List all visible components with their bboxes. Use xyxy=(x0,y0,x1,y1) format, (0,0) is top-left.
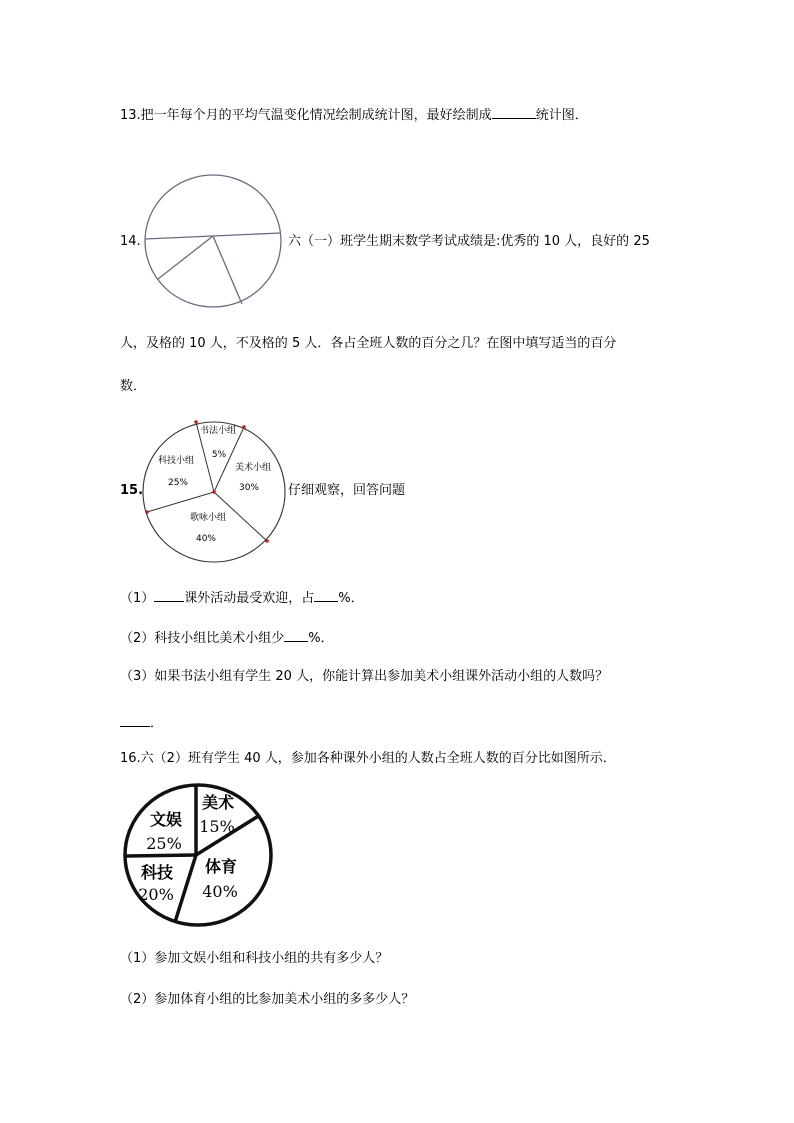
q16-line-bottom xyxy=(175,855,196,922)
q15-sub1-middle: 课外活动最受欢迎，占 xyxy=(184,591,315,606)
q15-slice-value: 30% xyxy=(238,483,260,493)
q16-slice-label: 文娱 xyxy=(149,810,183,829)
q16-slice-label: 科技 xyxy=(140,863,174,882)
q16-line-left xyxy=(125,855,196,856)
q15-sub3: （3）如果书法小组有学生 20 人，你能计算出参加美术小组课外活动小组的人数吗？ xyxy=(120,669,609,684)
q15-sub1-prefix: （1） xyxy=(120,591,155,606)
q15-intro: 仔细观察，回答问题 xyxy=(288,483,406,498)
q16-slice-label: 体育 xyxy=(204,857,238,876)
q16-slice-label: 美术 xyxy=(201,793,235,812)
q13-text-end: 统计图． xyxy=(535,108,588,123)
q16-slice-value: 40% xyxy=(202,882,238,901)
q13-text: 13.把一年每个月的平均气温变化情况绘制成统计图，最好绘制成 xyxy=(120,108,492,123)
q15-slice-label: 书法小组 xyxy=(199,426,237,436)
q15-slice-value: 40% xyxy=(195,534,217,544)
q15-slice-value: 5% xyxy=(211,450,227,460)
q15-sub1-suffix: %． xyxy=(338,591,364,606)
q15-slice-value: 25% xyxy=(167,478,189,488)
q15-slice-label: 美术小组 xyxy=(234,463,272,473)
q16-sub2: （2）参加体育小组的比参加美术小组的多多少人？ xyxy=(120,992,415,1007)
q16-slice-value: 25% xyxy=(146,834,182,853)
q16-text: 16.六（2）班有学生 40 人，参加各种课外小组的人数占全班人数的百分比如图所示． xyxy=(120,751,616,766)
q15-slice-label: 歌咏小组 xyxy=(189,513,227,523)
q14-number: 14. xyxy=(120,234,141,249)
q15-sub3-end: ． xyxy=(150,716,164,731)
q14-line1: 六（一）班学生期末数学考试成绩是:优秀的 10 人，良好的 25 xyxy=(288,234,650,249)
q15-number: 15. xyxy=(120,483,144,498)
q15-sub2-suffix: %． xyxy=(308,631,334,646)
q15-sub2-text: （2）科技小组比美术小组少 xyxy=(120,631,285,646)
q14-line3: 数． xyxy=(120,379,147,394)
q16-slice-value: 15% xyxy=(199,817,235,836)
q16-slice-value: 20% xyxy=(138,885,174,904)
q14-line2: 人，及格的 10 人，不及格的 5 人．各占全班人数的百分之几？在图中填写适当的百分 xyxy=(120,336,617,351)
q16-sub1: （1）参加文娱小组和科技小组的共有多少人？ xyxy=(120,951,389,966)
q15-slice-label: 科技小组 xyxy=(157,456,195,466)
